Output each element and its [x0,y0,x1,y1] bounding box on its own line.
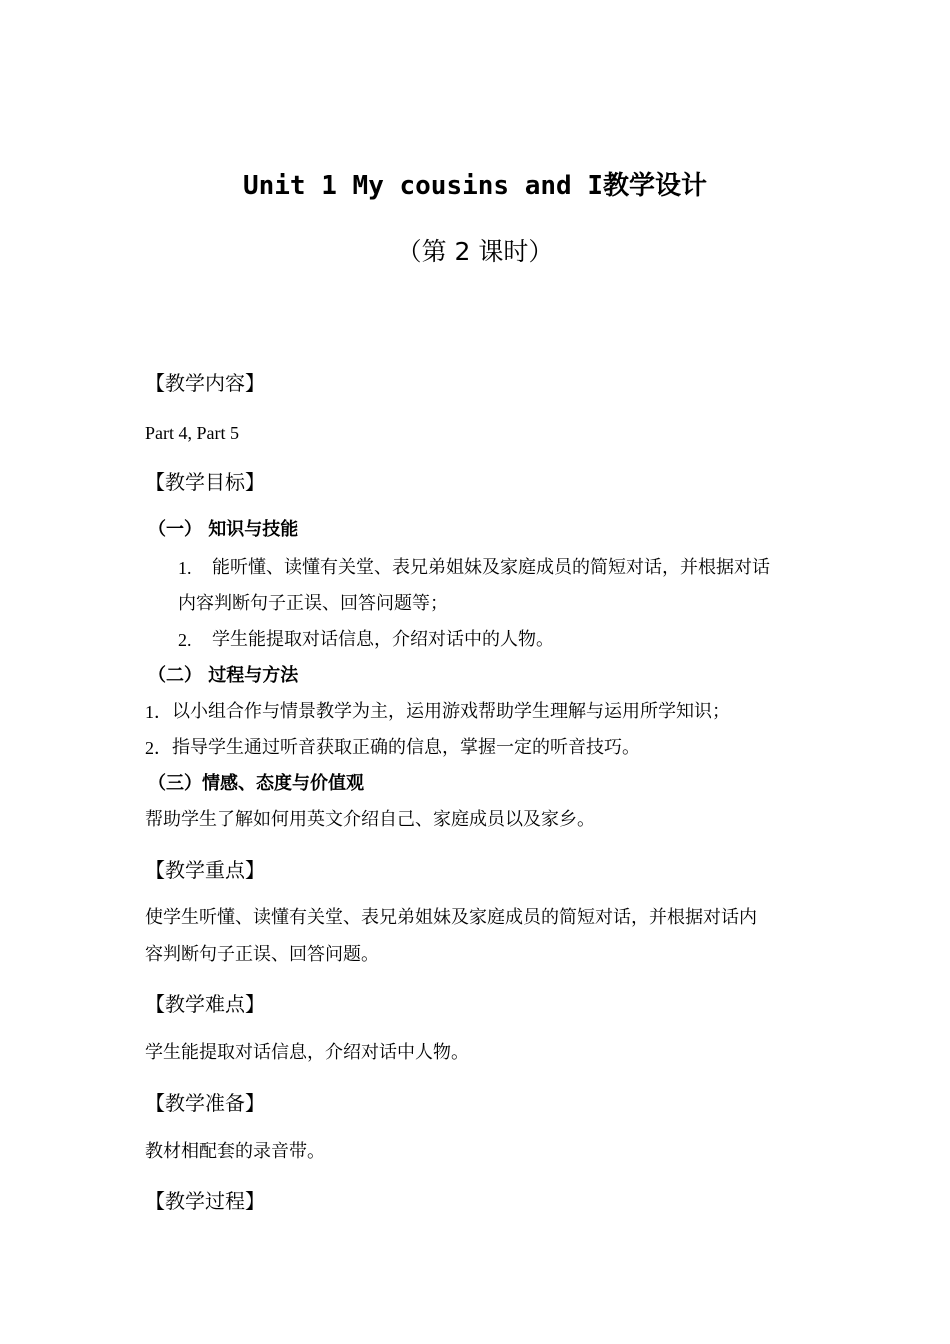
goals-part1-item2-text: 学生能提取对话信息，介绍对话中的人物。 [212,629,554,650]
document-title [0,168,950,204]
document-subtitle: （第 2 课时） [396,237,554,266]
title-english: Unit 1 My cousins and I [242,171,603,201]
goals-part1-item1-line1: 能听懂、读懂有关堂、表兄弟姐妹及家庭成员的简短对话，并根据对话 [212,557,770,578]
goals-part1-item1-line2: 内容判断句子正误、回答问题等； [178,593,448,614]
goals-part2-item1-text: 以小组合作与情景教学为主，运用游戏帮助学生理解与运用所学知识； [172,701,730,722]
key-points-line1: 使学生听懂、读懂有关堂、表兄弟姐妹及家庭成员的简短对话，并根据对话内 [145,907,757,928]
section-heading-key-points: 【教学重点】 [145,858,265,882]
section-heading-content: 【教学内容】 [145,371,265,395]
section-heading-difficulties: 【教学难点】 [145,992,265,1016]
goals-part3-heading: （三）情感、态度与价值观 [148,773,364,794]
section-heading-process: 【教学过程】 [145,1189,265,1213]
preparation-text: 教材相配套的录音带。 [145,1141,325,1162]
content-text: Part 4, Part 5 [145,423,239,443]
goals-part1-item1-number: 1. [178,558,192,578]
difficulties-text: 学生能提取对话信息，介绍对话中人物。 [145,1042,469,1063]
goals-part3-text: 帮助学生了解如何用英文介绍自己、家庭成员以及家乡。 [145,809,595,830]
section-heading-preparation: 【教学准备】 [145,1091,265,1115]
goals-part1-heading: （一） 知识与技能 [148,519,299,540]
goals-part2-item2-text: 指导学生通过听音获取正确的信息，掌握一定的听音技巧。 [172,737,640,758]
title-chinese: 教学设计 [603,171,708,201]
goals-part2-item1-number: 1． [145,702,172,722]
section-heading-goals: 【教学目标】 [145,470,265,494]
goals-part2-item2-number: 2． [145,738,172,758]
goals-part1-item2-number: 2. [178,630,192,650]
goals-part2-heading: （二） 过程与方法 [148,665,299,686]
key-points-line2: 容判断句子正误、回答问题。 [145,944,379,965]
